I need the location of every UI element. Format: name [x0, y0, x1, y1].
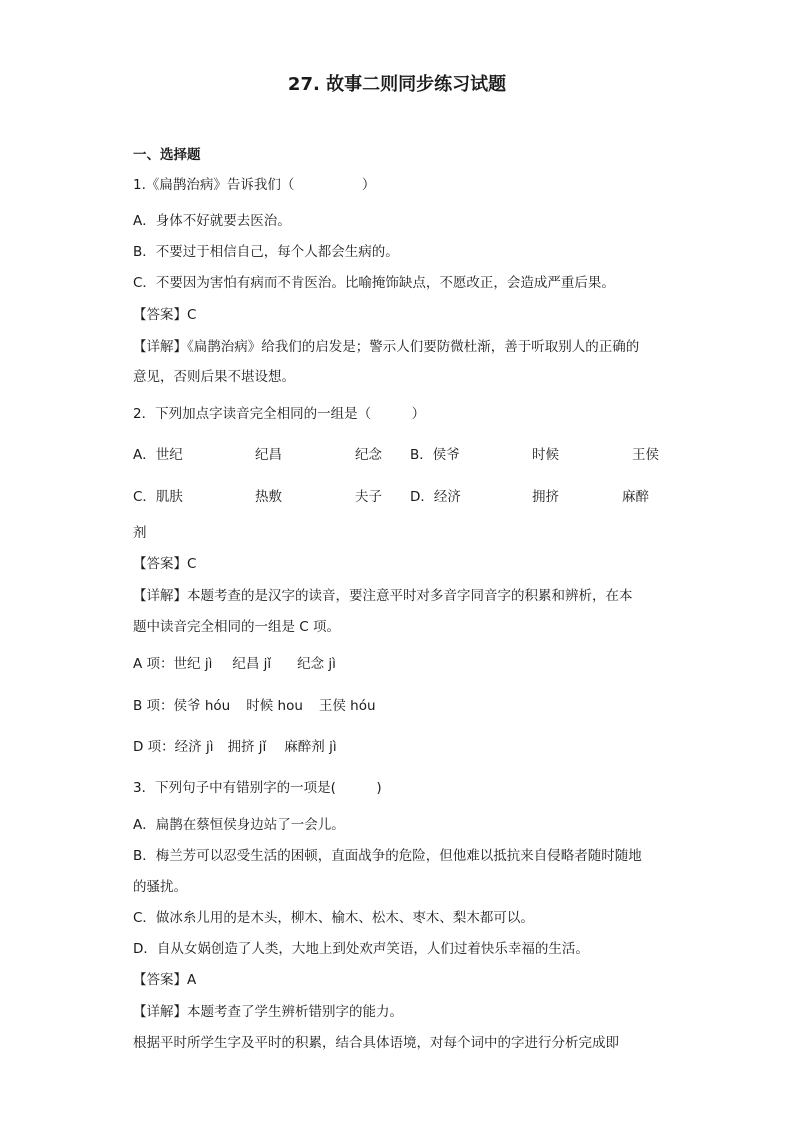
question-3-stem: 3．下列句子中有错别字的一项是( ) [133, 780, 382, 796]
question-3-option-d: D．自从女娲创造了人类，大地上到处欢声笑语，人们过着快乐幸福的生活。 [133, 941, 589, 957]
question-3-option-b-line-2: 的骚扰。 [133, 879, 187, 895]
question-2-option-d-word-3: 麻醉 [622, 489, 649, 505]
question-2-stem: 2．下列加点字读音完全相同的一组是（ ） [133, 406, 426, 422]
question-2-option-a-word-2: 纪昌 [255, 447, 282, 463]
question-2-option-a-label: A．世纪 [133, 447, 183, 463]
question-2-explanation-line-1: 【详解】本题考查的是汉字的读音，要注意平时对多音字同音字的积累和辨析，在本 [133, 588, 633, 604]
pinyin-row-a-label: A 项：世纪 jì [133, 656, 213, 672]
question-2-option-d-label: D．经济 [410, 489, 461, 505]
question-3-option-c: C．做冰糸儿用的是木头，柳木、榆木、松木、枣木、梨木都可以。 [133, 910, 534, 926]
question-1-explanation-line-2: 意见，否则后果不堪设想。 [133, 369, 295, 385]
question-1-explanation-line-1: 【详解】《扁鹊治病》给我们的启发是；警示人们要防微杜渐，善于听取别人的正确的 [133, 339, 640, 355]
question-2-option-d-word-2: 拥挤 [532, 489, 559, 505]
pinyin-row-a-word-2: 纪昌 jǐ [232, 656, 272, 672]
pinyin-row-a [133, 654, 336, 674]
question-2-option-b-label: B．侯爷 [410, 447, 460, 463]
section-heading: 一、选择题 [133, 147, 201, 163]
question-2-option-d-word-3-wrap: 剂 [133, 525, 147, 541]
pinyin-row-b-label: B 项：侯爷 hóu [133, 698, 231, 714]
pinyin-row-b [133, 696, 376, 716]
question-2-option-a-word-3: 纪念 [355, 447, 382, 463]
question-2-option-c-word-3: 夫子 [355, 489, 382, 505]
question-2-explanation-line-2: 题中读音完全相同的一组是 C 项。 [133, 619, 341, 635]
pinyin-row-b-word-2: 时候 hou [246, 698, 303, 714]
question-3-explanation-line-2: 根据平时所学生字及平时的积累，结合具体语境，对每个词中的字进行分析完成即 [133, 1035, 619, 1051]
question-3-option-b-line-1: B．梅兰芳可以忍受生活的困顿，直面战争的危险，但他难以抵抗来自侵略者随时随地 [133, 848, 642, 864]
page-title: 27. 故事二则同步练习试题 [287, 74, 507, 95]
question-1-answer: 【答案】C [133, 307, 197, 323]
pinyin-row-d [133, 737, 337, 757]
question-3-option-a: A．扁鹊在蔡恒侯身边站了一会儿。 [133, 817, 345, 833]
question-3-explanation-line-1: 【详解】本题考查了学生辨析错别字的能力。 [133, 1004, 403, 1020]
question-2-answer: 【答案】C [133, 556, 197, 572]
question-1-stem: 1.《扁鹊治病》告诉我们（ ） [133, 177, 376, 193]
question-2-option-b-word-3: 王侯 [632, 447, 659, 463]
question-2-option-b-word-2: 时候 [532, 447, 559, 463]
question-2-option-c-label: C．肌肤 [133, 489, 183, 505]
question-1-option-a: A．身体不好就要去医治。 [133, 213, 291, 229]
question-2-option-c-word-2: 热敷 [255, 489, 282, 505]
question-1-option-c: C．不要因为害怕有病而不肯医治。比喻掩饰缺点，不愿改正，会造成严重后果。 [133, 275, 615, 291]
pinyin-row-d-word-2: 拥挤 jǐ [227, 739, 267, 755]
pinyin-row-d-word-3: 麻醉剂 jì [284, 739, 337, 755]
pinyin-row-b-word-3: 王侯 hóu [318, 698, 376, 714]
question-3-answer: 【答案】A [133, 972, 197, 988]
pinyin-row-a-word-3: 纪念 jì [297, 656, 336, 672]
pinyin-row-d-label: D 项：经济 jì [133, 739, 214, 755]
question-1-option-b: B．不要过于相信自己，每个人都会生病的。 [133, 244, 399, 260]
